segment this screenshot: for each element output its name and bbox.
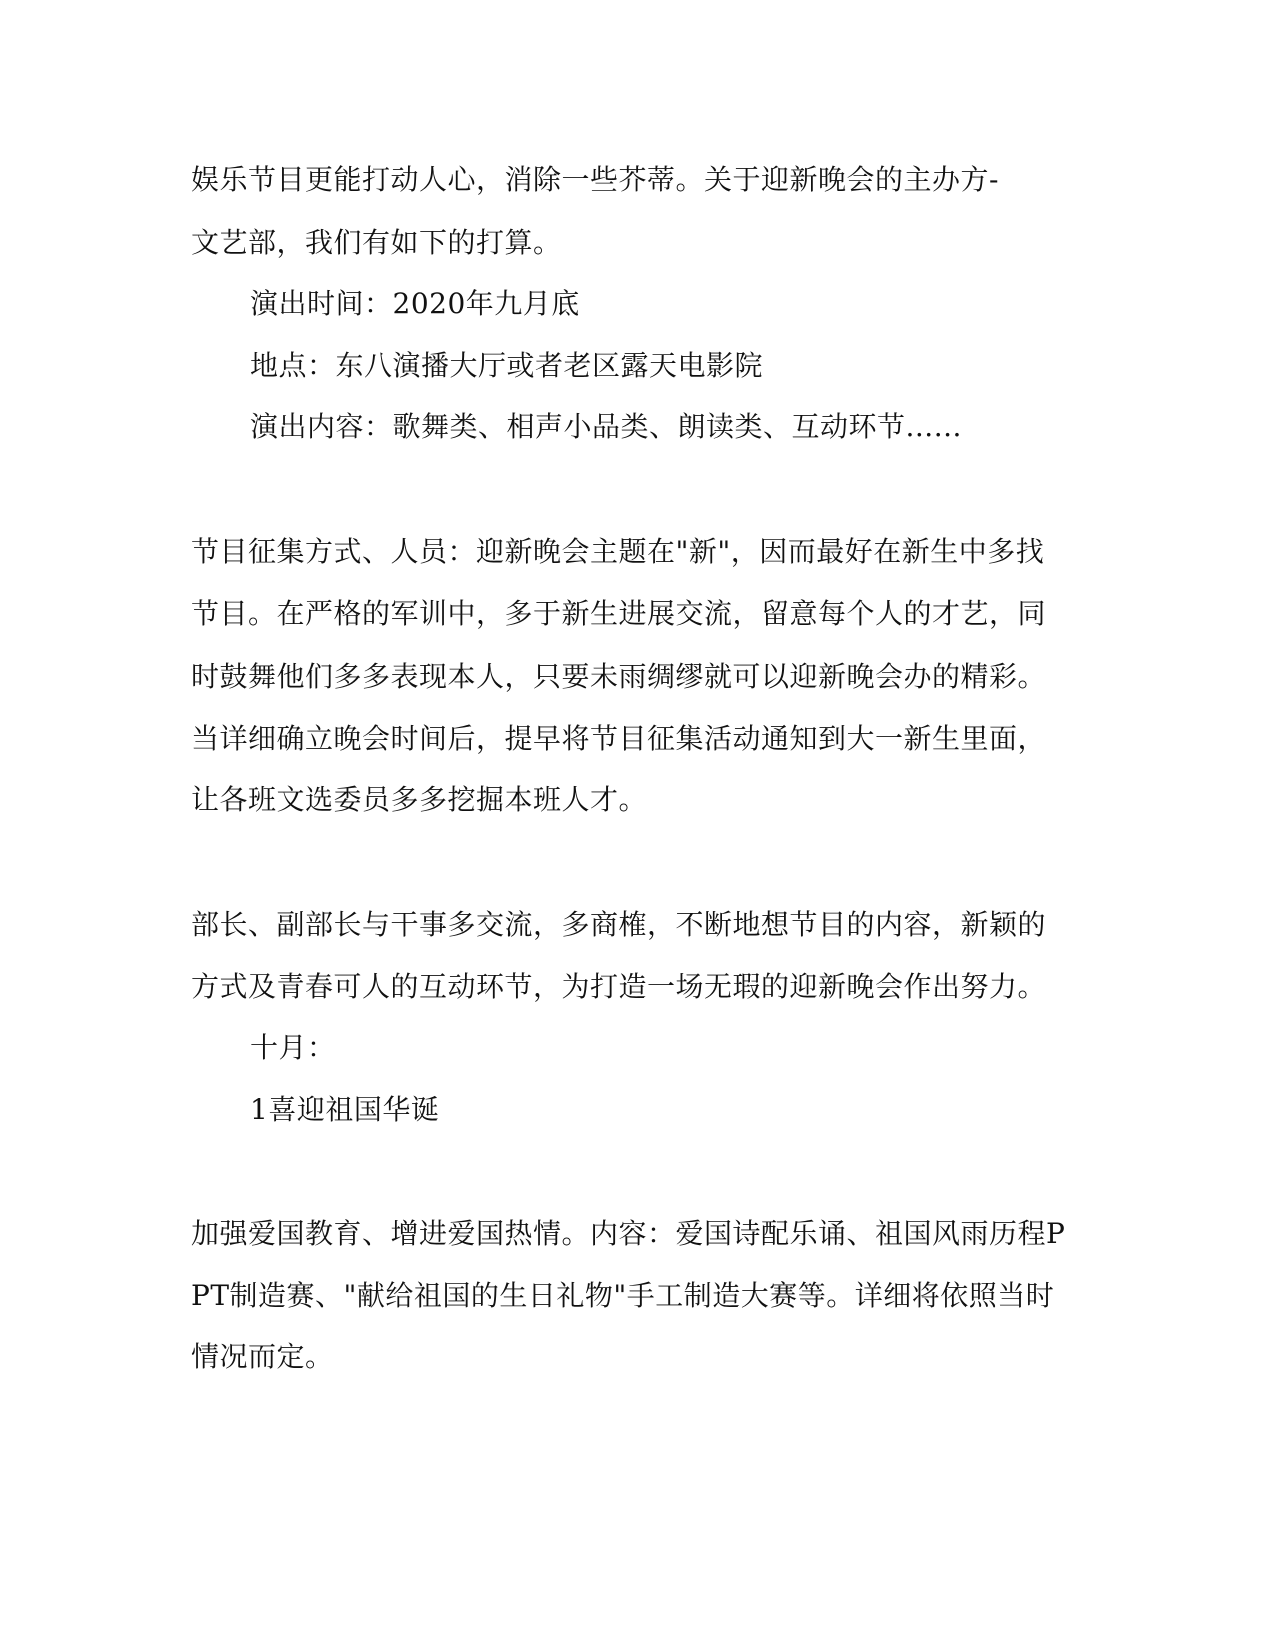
text-line: 时鼓舞他们多多表现本人，只要未雨绸缪就可以迎新晚会办的精彩。 bbox=[191, 660, 1047, 693]
text-line: 文艺部，我们有如下的打算。 bbox=[191, 226, 562, 259]
text-line: 十月： bbox=[250, 1031, 336, 1064]
text-line: 1喜迎祖国华诞 bbox=[250, 1093, 440, 1126]
text-line: 情况而定。 bbox=[191, 1340, 334, 1373]
text-line: 演出时间：2020年九月底 bbox=[250, 287, 580, 320]
text-line: 节目征集方式、人员：迎新晚会主题在"新"，因而最好在新生中多找 bbox=[191, 535, 1045, 568]
text-line: 让各班文选委员多多挖掘本班人才。 bbox=[191, 783, 648, 816]
text-line: 当详细确立晚会时间后，提早将节目征集活动通知到大一新生里面， bbox=[191, 722, 1047, 755]
text-line: 演出内容：歌舞类、相声小品类、朗读类、互动环节...... bbox=[250, 410, 962, 443]
text-line: 地点：东八演播大厅或者老区露天电影院 bbox=[250, 349, 764, 382]
text-line: PT制造赛、"献给祖国的生日礼物"手工制造大赛等。详细将依照当时 bbox=[191, 1279, 1055, 1312]
text-line: 部长、副部长与干事多交流，多商榷，不断地想节目的内容，新颖的 bbox=[191, 908, 1047, 941]
text-line: 娱乐节目更能打动人心，消除一些芥蒂。关于迎新晚会的主办方- bbox=[191, 163, 999, 196]
text-line: 加强爱国教育、增进爱国热情。内容：爱国诗配乐诵、祖国风雨历程P bbox=[191, 1217, 1066, 1250]
text-line: 方式及青春可人的互动环节，为打造一场无瑕的迎新晚会作出努力。 bbox=[191, 970, 1047, 1003]
text-line: 节目。在严格的军训中，多于新生进展交流，留意每个人的才艺，同 bbox=[191, 597, 1047, 630]
